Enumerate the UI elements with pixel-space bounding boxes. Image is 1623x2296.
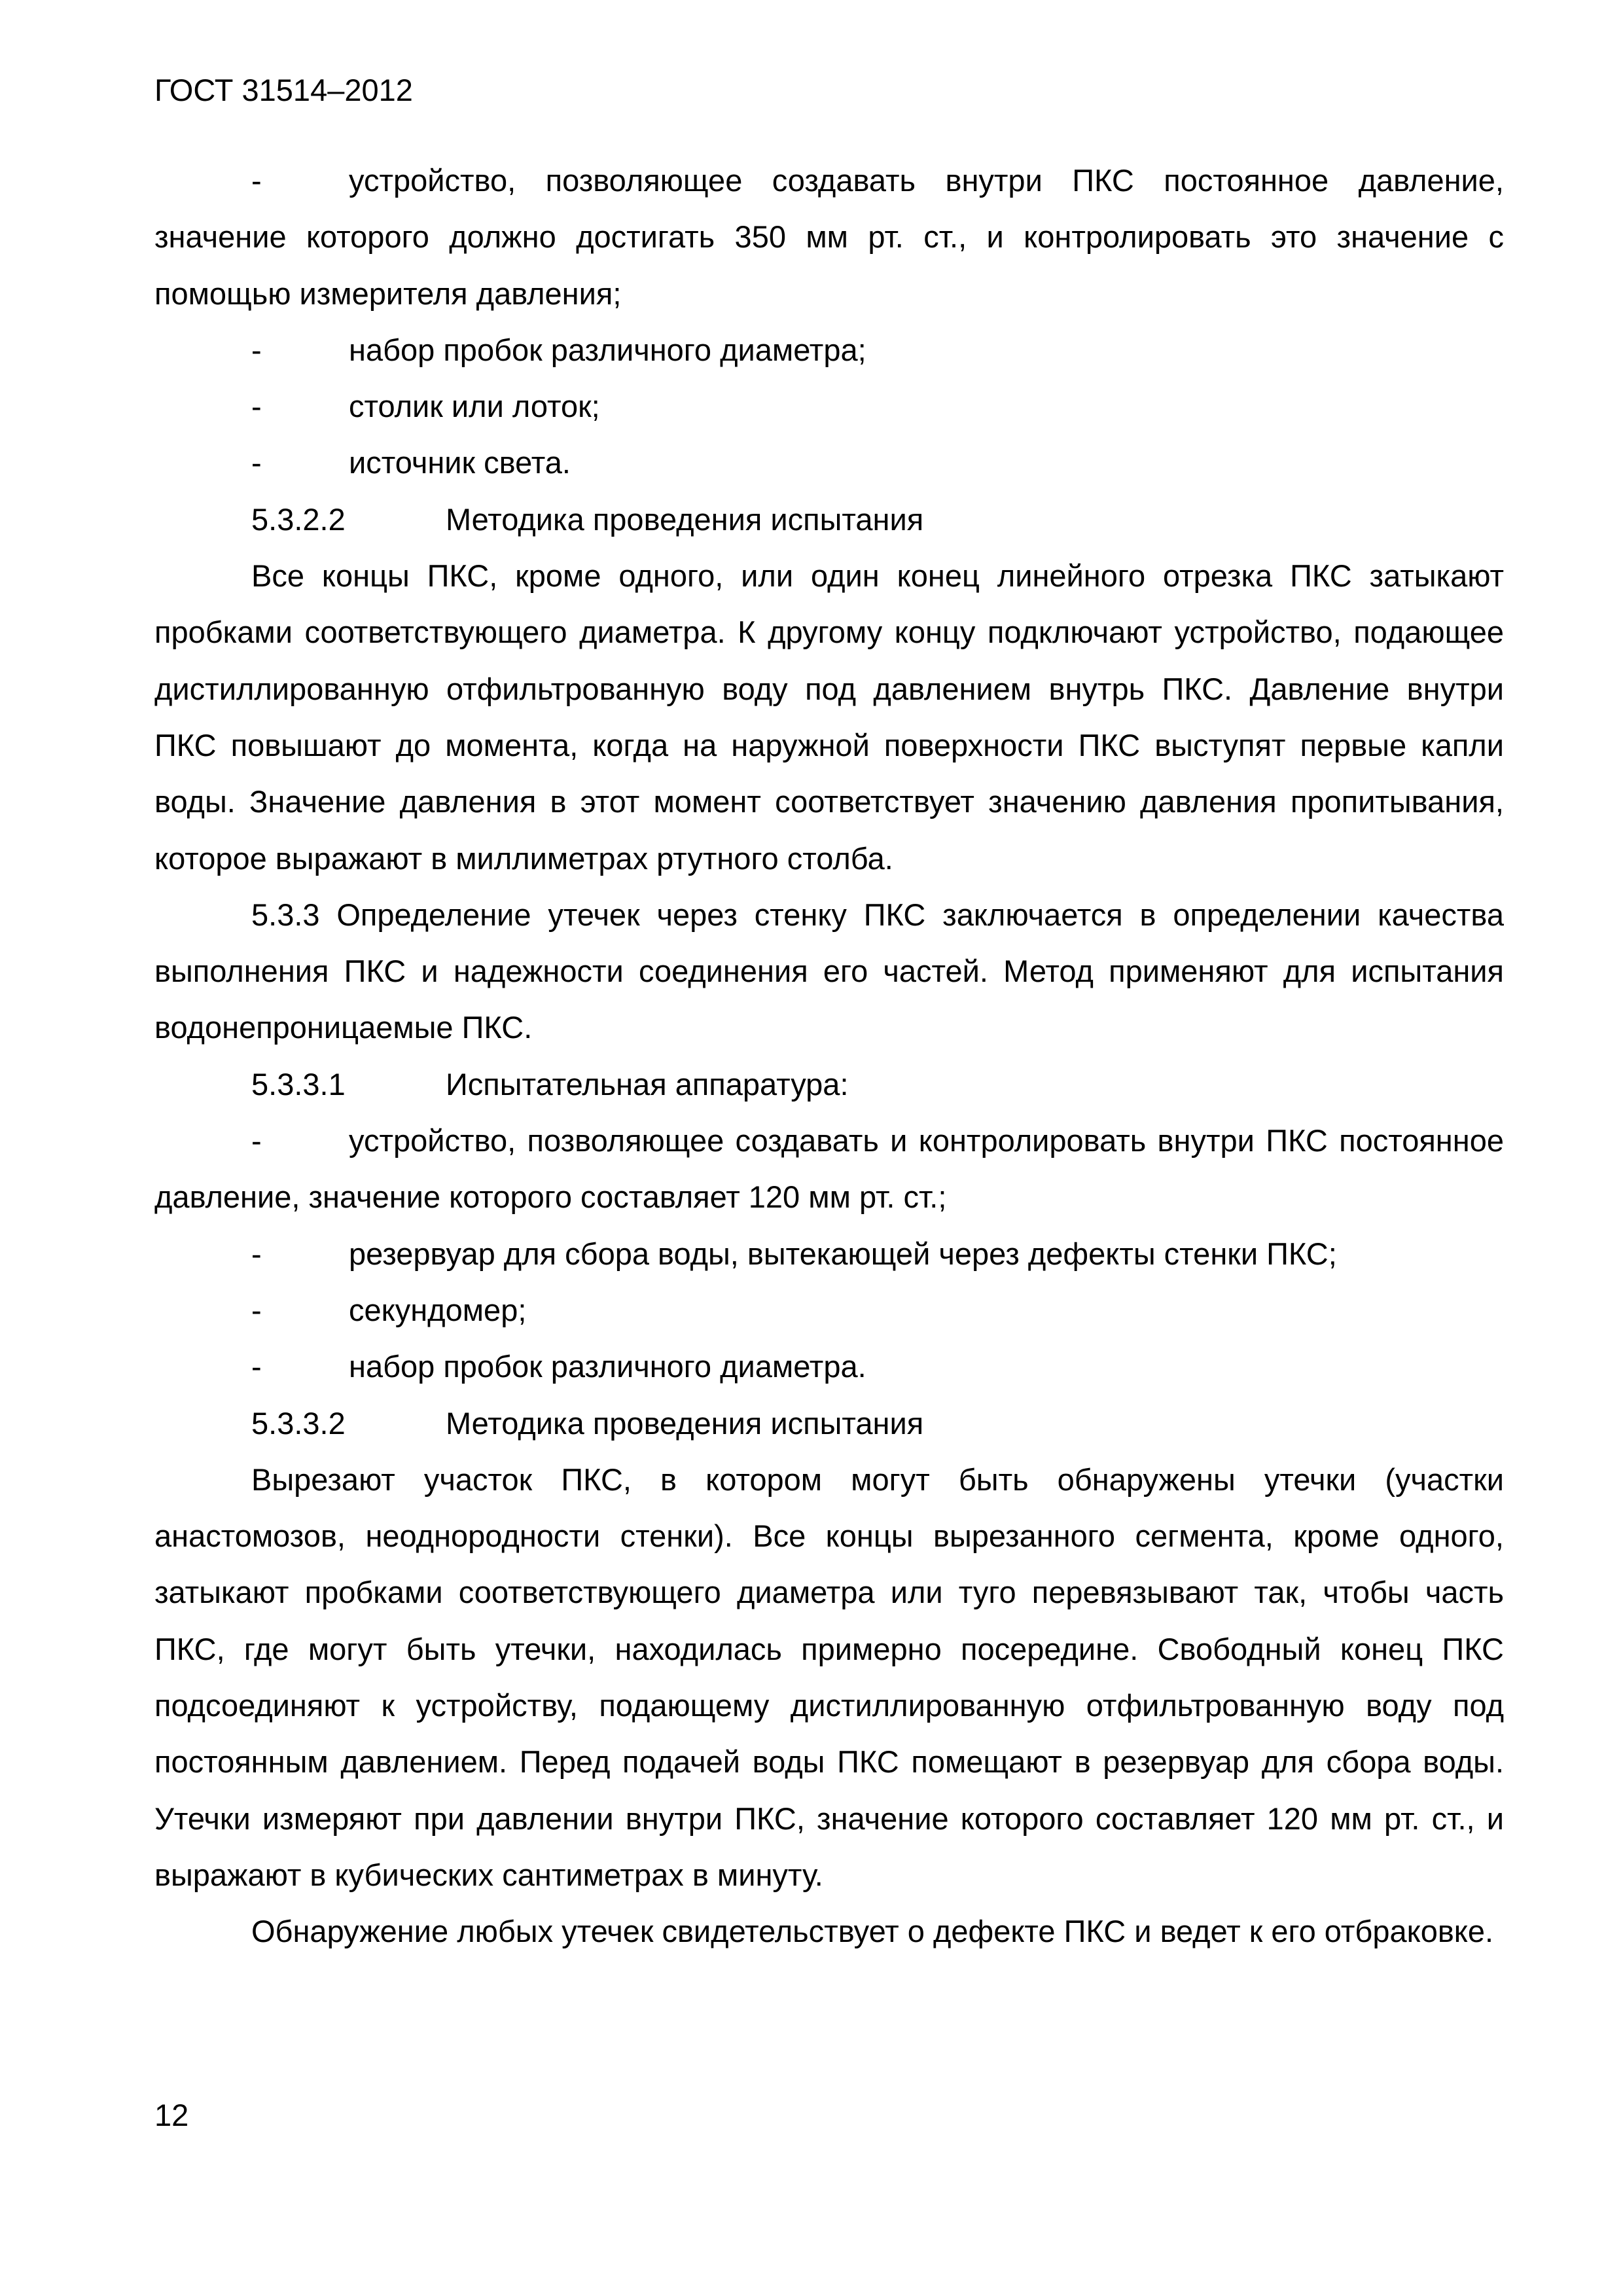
list-item-text: устройство, позволяющее создавать и контролировать внутри ПКС постоянное давление, значение которого составляет 120 мм рт. ст.; — [154, 1123, 1504, 1215]
list-dash: - — [251, 1292, 262, 1327]
list-dash: - — [251, 389, 262, 424]
section-title: Методика проведения испытания — [446, 1405, 924, 1441]
paragraph: 5.3.3 Определение утечек через стенку ПКС заключается в определении качества выполнения ПКС и надежности соединения его частей. Метод применяют для испытания водонепроницаемые ПКС. — [154, 897, 1504, 1045]
list-item-text: набор пробок различного диаметра. — [349, 1349, 866, 1384]
section-heading-5-3-2-2 — [154, 492, 1504, 548]
list-item — [154, 152, 1504, 322]
paragraph: Вырезают участок ПКС, в котором могут быть обнаружены утечки (участки анастомозов, неоднородности стенки). Все концы вырезанного сегмента, кроме одного, затыкают пробками соответствующего диаметра или туго перевязывают так, чтобы часть ПКС, где могут быть утечки, находилась примерно посередине. Свободный конец ПКС подсоединяют к устройству, подающему дистиллированную отфильтрованную воду под постоянным давлением. Перед подачей воды ПКС помещают в резервуар для сбора воды. Утечки измеряют при давлении внутри ПКС, значение которого составляет 120 мм рт. ст., и выражают в кубических сантиметрах в минуту. — [154, 1462, 1504, 1892]
section-number: 5.3.2.2 — [251, 501, 346, 537]
list-item — [154, 1113, 1504, 1226]
list-item-text: столик или лоток; — [349, 389, 600, 424]
section-title: Испытательная аппаратура: — [446, 1066, 849, 1102]
list-item — [154, 322, 1504, 378]
list-dash: - — [251, 1123, 262, 1158]
section-number: 5.3.3.1 — [251, 1066, 346, 1102]
section-title: Методика проведения испытания — [446, 501, 924, 537]
list-item-text: источник света. — [349, 445, 571, 480]
page-header-standard-code: ГОСТ 31514–2012 — [154, 73, 413, 107]
page-number: 12 — [154, 2098, 189, 2132]
list-item-text: набор пробок различного диаметра; — [349, 332, 866, 367]
list-dash: - — [251, 163, 262, 198]
list-dash: - — [251, 1349, 262, 1384]
document-body — [154, 152, 1504, 1960]
list-dash: - — [251, 445, 262, 480]
list-dash: - — [251, 1236, 262, 1271]
section-heading-5-3-3-2 — [154, 1395, 1504, 1452]
list-dash: - — [251, 332, 262, 367]
list-item — [154, 1338, 1504, 1395]
section-heading-5-3-3-1 — [154, 1056, 1504, 1113]
list-item — [154, 435, 1504, 491]
list-item-text: секундомер; — [349, 1292, 527, 1327]
list-item-text: устройство, позволяющее создавать внутри ПКС постоянное давление, значение которого должно достигать 350 мм рт. ст., и контролировать это значение с помощью измерителя давления; — [154, 163, 1504, 311]
list-item — [154, 1282, 1504, 1338]
list-item-text: резервуар для сбора воды, вытекающей через дефекты стенки ПКС; — [349, 1236, 1337, 1271]
list-item — [154, 1226, 1504, 1282]
list-item — [154, 378, 1504, 435]
paragraph: Все концы ПКС, кроме одного, или один конец линейного отрезка ПКС затыкают пробками соответствующего диаметра. К другому концу подключают устройство, подающее дистиллированную отфильтрованную воду под давлением внутрь ПКС. Давление внутри ПКС повышают до момента, когда на наружной поверхности ПКС выступят первые капли воды. Значение давления в этот момент соответствует значению давления пропитывания, которое выражают в миллиметрах ртутного столба. — [154, 558, 1504, 876]
paragraph: Обнаружение любых утечек свидетельствует о дефекте ПКС и ведет к его отбраковке. — [251, 1914, 1494, 1949]
section-number: 5.3.3.2 — [251, 1405, 346, 1441]
